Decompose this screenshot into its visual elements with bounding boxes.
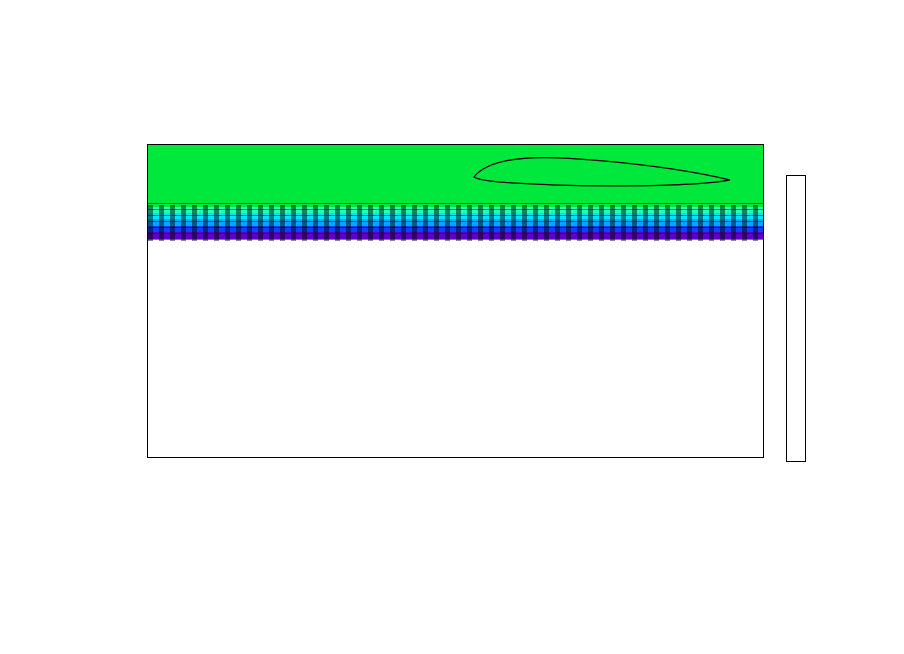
field-band-blank [148,239,763,458]
field-band-negative-3 [148,219,763,226]
colorbar [786,175,806,462]
field-band-negative-5 [148,232,763,239]
field-band-zero [148,145,763,207]
plot-area [147,144,764,458]
